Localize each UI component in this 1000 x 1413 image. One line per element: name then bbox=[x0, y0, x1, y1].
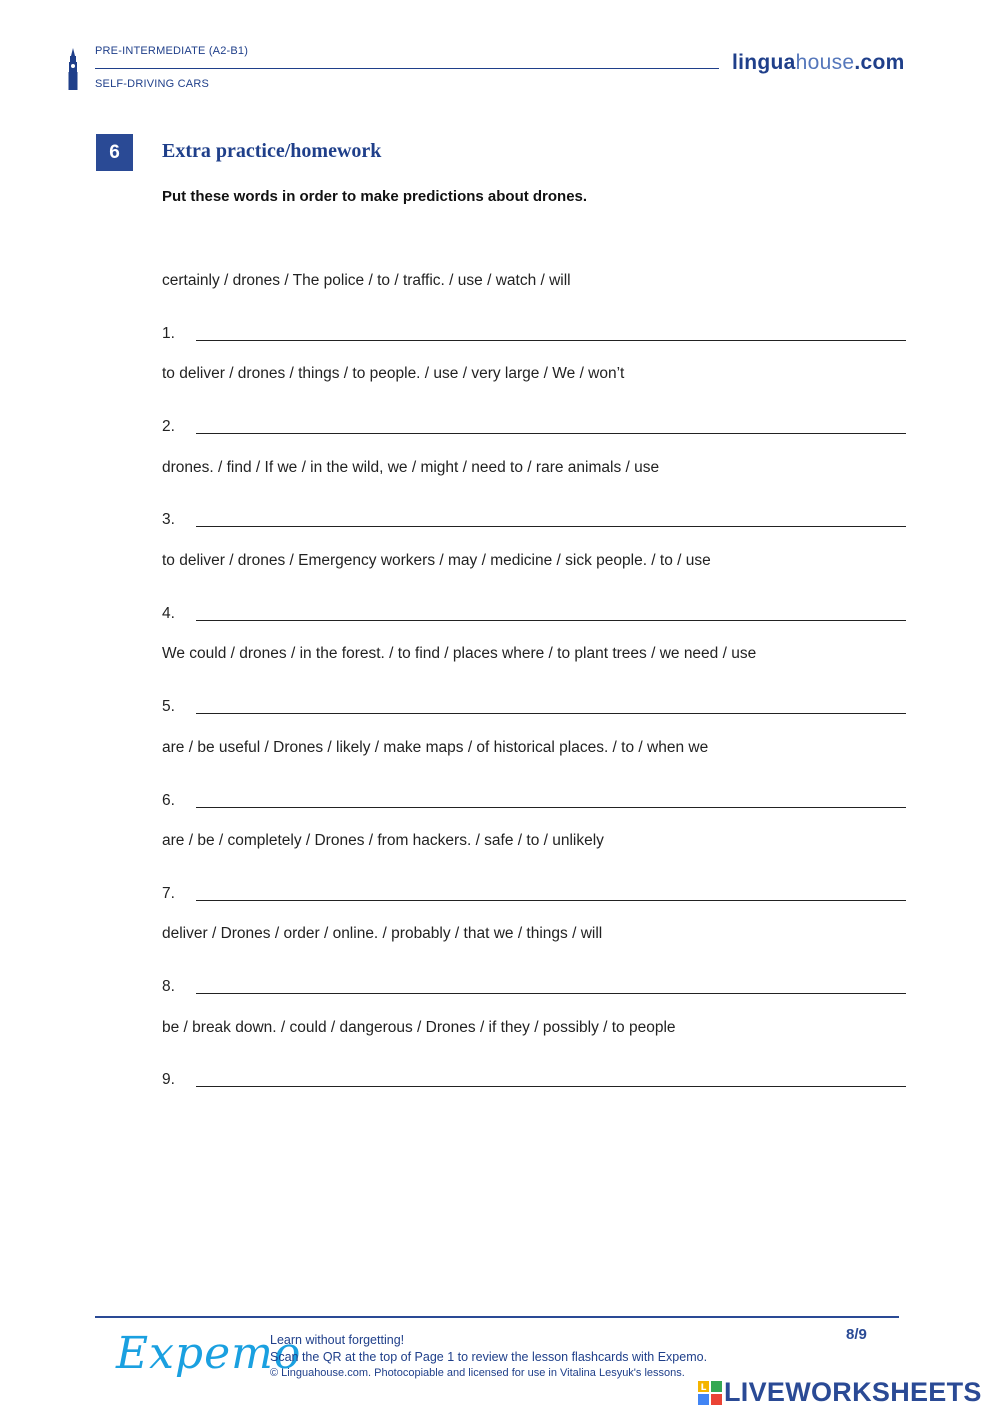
liveworksheets-icon bbox=[698, 1381, 722, 1405]
footer-tagline: Learn without forgetting! bbox=[270, 1333, 405, 1347]
answer-number: 1. bbox=[162, 325, 175, 342]
header-divider bbox=[95, 68, 719, 69]
word-prompt: be / break down. / could / dangerous / Drones / if they / possibly / to people bbox=[162, 1019, 676, 1036]
level-label: PRE-INTERMEDIATE (A2-B1) bbox=[95, 45, 249, 57]
answer-number: 2. bbox=[162, 418, 175, 435]
answer-line[interactable] bbox=[196, 433, 906, 434]
word-prompt: We could / drones / in the forest. / to find / places where / to plant trees / we need / use bbox=[162, 645, 757, 662]
big-ben-icon bbox=[66, 48, 80, 90]
answer-number: 8. bbox=[162, 978, 175, 995]
word-prompt: to deliver / drones / Emergency workers / may / medicine / sick people. / to / use bbox=[162, 552, 711, 569]
footer-copyright: © Linguahouse.com. Photocopiable and licensed for use in Vitalina Lesyuk's lessons. bbox=[270, 1367, 685, 1379]
answer-line[interactable] bbox=[196, 713, 906, 714]
answer-line[interactable] bbox=[196, 526, 906, 527]
word-prompt: to deliver / drones / things / to people. / use / very large / We / won’t bbox=[162, 365, 625, 382]
word-prompt: certainly / drones / The police / to / traffic. / use / watch / will bbox=[162, 272, 571, 289]
section-title: Extra practice/homework bbox=[162, 140, 382, 162]
topic-label: SELF-DRIVING CARS bbox=[95, 78, 210, 90]
word-prompt: are / be useful / Drones / likely / make maps / of historical places. / to / when we bbox=[162, 739, 709, 756]
answer-line[interactable] bbox=[196, 1086, 906, 1087]
liveworksheets-watermark: LIVEWORKSHEETS bbox=[724, 1377, 982, 1407]
answer-number: 3. bbox=[162, 511, 175, 528]
instruction-text: Put these words in order to make predictions about drones. bbox=[162, 188, 588, 205]
word-prompt: are / be / completely / Drones / from hackers. / safe / to / unlikely bbox=[162, 832, 604, 849]
answer-line[interactable] bbox=[196, 993, 906, 994]
word-prompt: deliver / Drones / order / online. / probably / that we / things / will bbox=[162, 925, 603, 942]
lw-icon-letter-l: L bbox=[700, 1383, 707, 1393]
answer-number: 4. bbox=[162, 605, 175, 622]
section-number-badge: 6 bbox=[96, 134, 133, 171]
answer-number: 7. bbox=[162, 885, 175, 902]
brand-suffix: .com bbox=[854, 51, 905, 74]
answer-number: 9. bbox=[162, 1071, 175, 1088]
word-prompt: drones. / find / If we / in the wild, we / might / need to / rare animals / use bbox=[162, 459, 660, 476]
answer-line[interactable] bbox=[196, 900, 906, 901]
footer-qr-note: Scan the QR at the top of Page 1 to review the lesson flashcards with Expemo. bbox=[270, 1350, 708, 1364]
answer-number: 6. bbox=[162, 792, 175, 809]
answer-line[interactable] bbox=[196, 807, 906, 808]
answer-line[interactable] bbox=[196, 620, 906, 621]
answer-line[interactable] bbox=[196, 340, 906, 341]
page-number: 8/9 bbox=[846, 1326, 867, 1343]
answer-number: 5. bbox=[162, 698, 175, 715]
expemo-logo: Expemo bbox=[116, 1328, 302, 1379]
brand-light: house bbox=[795, 51, 855, 74]
brand-bold: lingua bbox=[732, 51, 796, 74]
linguahouse-logo bbox=[732, 51, 905, 75]
footer-divider bbox=[95, 1316, 899, 1318]
